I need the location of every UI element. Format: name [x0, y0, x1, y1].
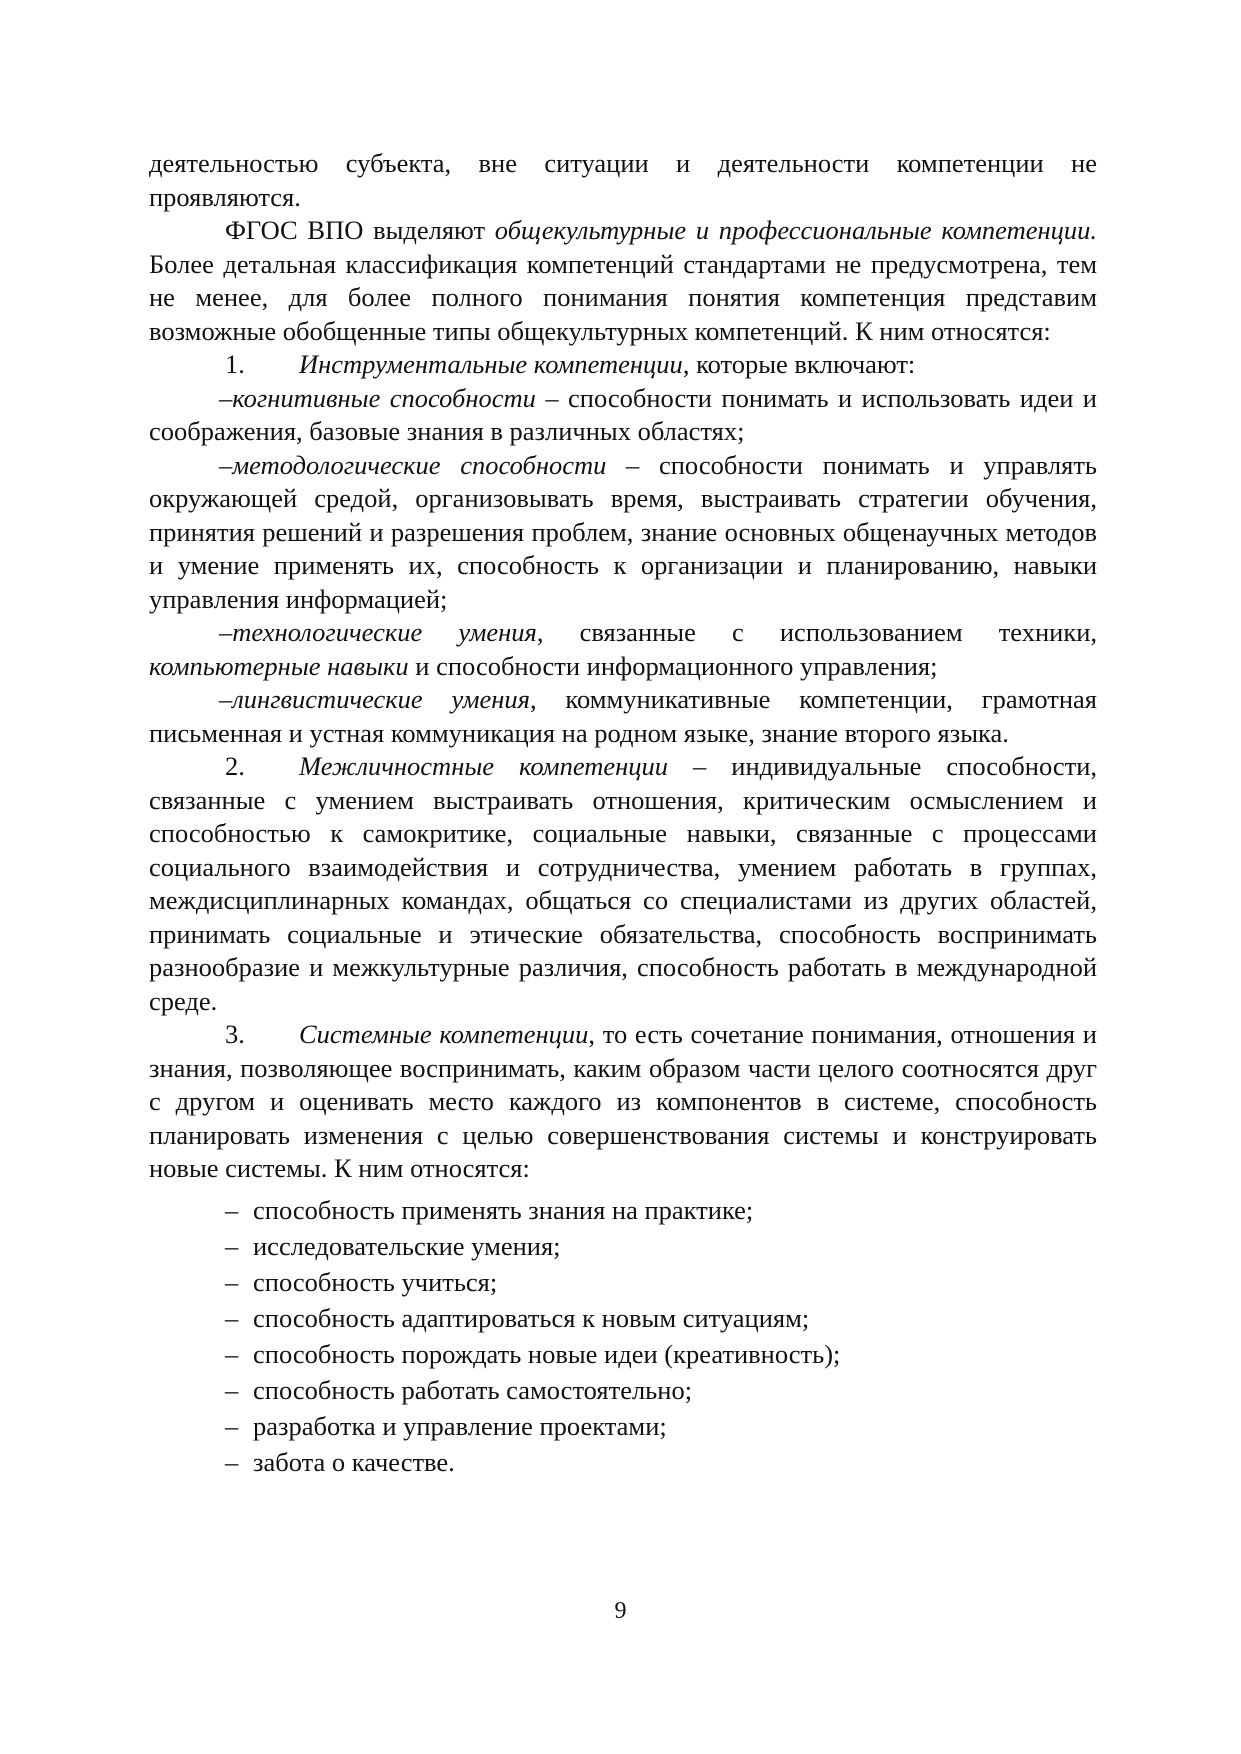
- dash: –: [225, 1230, 239, 1261]
- page-body: [149, 147, 1097, 1480]
- list-item: [149, 1192, 1097, 1228]
- instrumental-title: Инструментальные компетенции: [299, 349, 683, 379]
- list-item: [149, 1444, 1097, 1480]
- list-item-text: исследовательские умения;: [253, 1230, 561, 1261]
- list-item: [149, 1300, 1097, 1336]
- list-item-systemic: [149, 1018, 1097, 1186]
- list-item-text: способность применять знания на практике;: [253, 1194, 754, 1225]
- list-item: [149, 1408, 1097, 1444]
- interpersonal-title: Межличностные компетенции: [299, 751, 669, 781]
- dash: –: [225, 1266, 239, 1297]
- technological-text-end: и способности информационного управления;: [408, 650, 938, 681]
- fgos-competence-types: общекультурные и профессиональные компетенции.: [494, 215, 1097, 245]
- linguistic-text: , коммуникативные компетенции, грамотная письменная и устная коммуникация на родном языке, знание второго языка.: [149, 684, 1097, 748]
- paragraph-intro-continuation: деятельностью субъекта, вне ситуации и деятельности компетенции не проявляются.: [149, 148, 1097, 212]
- list-item-text: способность учиться;: [253, 1266, 498, 1297]
- sub-item-methodological: [149, 449, 1097, 617]
- sub-item-linguistic: [149, 683, 1097, 750]
- cognitive-title: когнитивные способности: [232, 382, 536, 413]
- list-item: [149, 1336, 1097, 1372]
- paragraph-fgos: [149, 214, 1097, 348]
- list-number: 2.: [225, 751, 245, 781]
- technological-text: , связанные с использованием техники,: [536, 617, 1098, 647]
- methodological-title: методологические способности: [232, 449, 607, 480]
- dash: –: [225, 1446, 239, 1477]
- dash: –: [225, 1410, 239, 1441]
- fgos-text-after: Более детальная классификация компетенций стандартами не предусмотрена, тем не менее, для более полного понимания понятия компетенция представим возможные обобщенные типы общекультурных компетенций. К ним относятся:: [149, 248, 1097, 346]
- list-item: [149, 1264, 1097, 1300]
- list-item-text: разработка и управление проектами;: [253, 1410, 667, 1441]
- list-number: 1.: [225, 349, 245, 379]
- dash: –: [225, 1302, 239, 1333]
- dash: –: [225, 1194, 239, 1225]
- list-item: [149, 1228, 1097, 1264]
- list-item-text: способность порождать новые идеи (креативность);: [253, 1338, 841, 1369]
- fgos-text-before: ФГОС ВПО выделяют: [225, 215, 495, 245]
- sub-item-cognitive: [149, 382, 1097, 449]
- list-item-text: способность работать самостоятельно;: [253, 1374, 693, 1405]
- cognitive-text: – способности понимать и использовать идеи и соображения, базовые знания в различных областях;: [149, 382, 1097, 446]
- methodological-text: – способности понимать и управлять окружающей средой, организовывать время, выстраивать стратегии обучения, принятия решений и разрешения проблем, знание основных общенаучных методов и умение применять их, способность к организации и планированию, навыки управления информацией;: [149, 449, 1097, 614]
- page-number: 9: [614, 1598, 627, 1624]
- list-item-text: забота о качестве.: [253, 1446, 455, 1477]
- instrumental-text: , которые включают:: [682, 349, 916, 379]
- technological-title: технологические умения: [232, 617, 537, 647]
- systemic-title: Системные компетенции: [299, 1019, 589, 1049]
- systemic-competence-list: [149, 1192, 1097, 1480]
- dash: –: [219, 617, 233, 647]
- list-item-interpersonal: [149, 750, 1097, 1018]
- systemic-text: , то есть сочетание понимания, отношения и знания, позволяющее воспринимать, каким образом части целого соотносятся друг с другом и оценивать место каждого из компонентов в системе, способность планировать изменения с целью совершенствования системы и конструировать новые системы. К ним относятся:: [149, 1019, 1097, 1183]
- sub-item-technological: [149, 616, 1097, 683]
- list-number: 3.: [225, 1019, 245, 1049]
- dash: –: [219, 684, 233, 714]
- dash: –: [225, 1338, 239, 1369]
- list-item-text: способность адаптироваться к новым ситуациям;: [253, 1302, 810, 1333]
- list-item: [149, 1372, 1097, 1408]
- linguistic-title: лингвистические умения: [232, 684, 530, 714]
- dash: –: [219, 449, 233, 480]
- computer-skills: компьютерные навыки: [149, 650, 409, 681]
- list-item-instrumental: [149, 348, 1097, 382]
- dash: –: [219, 382, 233, 413]
- interpersonal-text: – индивидуальные способности, связанные с умением выстраивать отношения, критическим осмыслением и способностью к самокритике, социальные навыки, связанные с процессами социального взаимодействия и сотрудничества, умением работать в группах, междисциплинарных командах, общаться со специалистами из других областей, принимать социальные и этические обязательства, способность воспринимать разнообразие и межкультурные различия, способность работать в международной среде.: [149, 751, 1097, 1016]
- dash: –: [225, 1374, 239, 1405]
